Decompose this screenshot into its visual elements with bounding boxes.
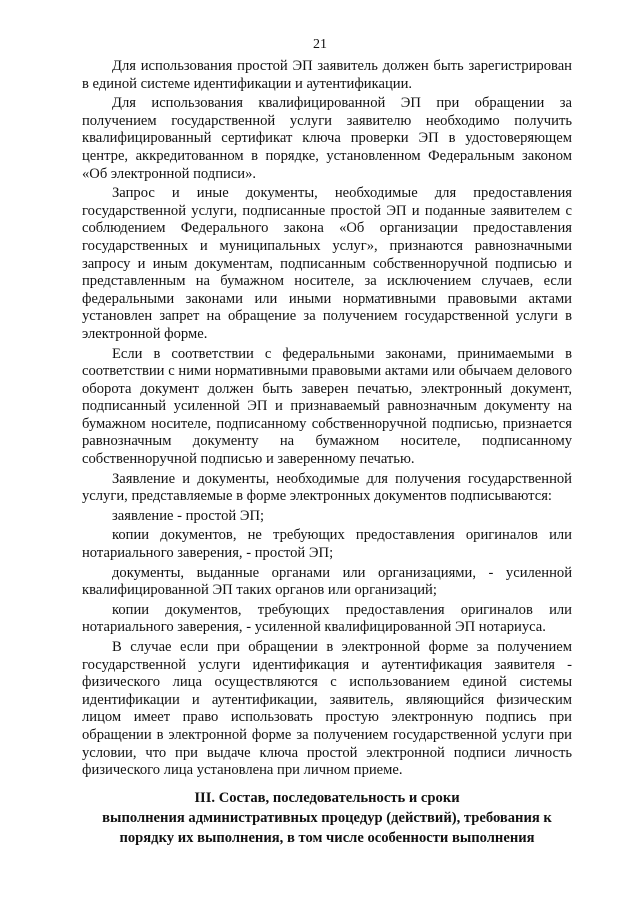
section-heading-line-1: III. Состав, последовательность и сроки — [194, 790, 460, 806]
page-number: 21 — [313, 37, 327, 52]
section-heading-line-3: порядку их выполнения, в том числе особенности выполнения — [119, 830, 535, 846]
document-body — [82, 58, 572, 782]
paragraph-request-equivalence: Запрос и иные документы, необходимые для предоставления государственной услуги, подписанные простой ЭП и поданные заявителем с соблюдением Федерального закона «Об организации предоставления государственных и муниципальных услуг», признаются равнозначными запросу и иным документам, подписанным собственноручной подписью и представленным на бумажном носителе, за исключением случаев, если федеральными законами или иными нормативными правовыми актами установлен запрет на обращение за получением государственной услуги в электронной форме. — [82, 185, 572, 342]
list-item-application: заявление - простой ЭП; — [112, 507, 265, 524]
list-item-copies-no-originals: копии документов, не требующих предоставления оригиналов или нотариального заверения, - простой ЭП; — [82, 527, 572, 562]
section-heading-line-2: выполнения административных процедур (действий), требования к — [102, 810, 552, 826]
paragraph-signing-intro: Заявление и документы, необходимые для получения государственной услуги, представляемые в форме электронных документов подписываются: — [82, 470, 572, 505]
paragraph-simple-ep-registration: Для использования простой ЭП заявитель должен быть зарегистрирован в единой системе идентификации и аутентификации. — [82, 58, 572, 92]
paragraph-seal-equivalence: Если в соответствии с федеральными законами, принимаемыми в соответствии с ними нормативными правовыми актами или обычаем делового оборота документ должен быть заверен печатью, электронный документ, подписанный усиленной ЭП и признаваемый равнозначным документу на бумажном носителе, подписанному собственноручной подписью, признается равнозначным документу на бумажном носителе, подписанному собственноручной подписью и заверенному печатью. — [82, 345, 572, 468]
section-heading — [72, 788, 582, 848]
list-item-issued-documents: документы, выданные органами или организациями, - усиленной квалифицированной ЭП таких органов или организаций; — [82, 564, 572, 599]
paragraph-identification: В случае если при обращении в электронной форме за получением государственной услуги идентификация и аутентификация заявителя - физического лица осуществляются с использованием единой системы идентификации и аутентификации, заявитель, являющийся физическим лицом имеет право использовать простую электронную подпись при обращении в электронной форме за получением государственной услуги при условии, что при выдаче ключа простой электронной подписи личность физического лица установлена при личном приеме. — [82, 639, 572, 779]
paragraph-qualified-ep-certificate: Для использования квалифицированной ЭП при обращении за получением государственной услуги заявителю необходимо получить квалифицированный сертификат ключа проверки ЭП в удостоверяющем центре, аккредитованном в порядке, установленном Федеральным законом «Об электронной подписи». — [82, 95, 572, 182]
list-item-copies-notary: копии документов, требующих предоставления оригиналов или нотариального заверения, - усиленной квалифицированной ЭП нотариуса. — [82, 601, 572, 636]
